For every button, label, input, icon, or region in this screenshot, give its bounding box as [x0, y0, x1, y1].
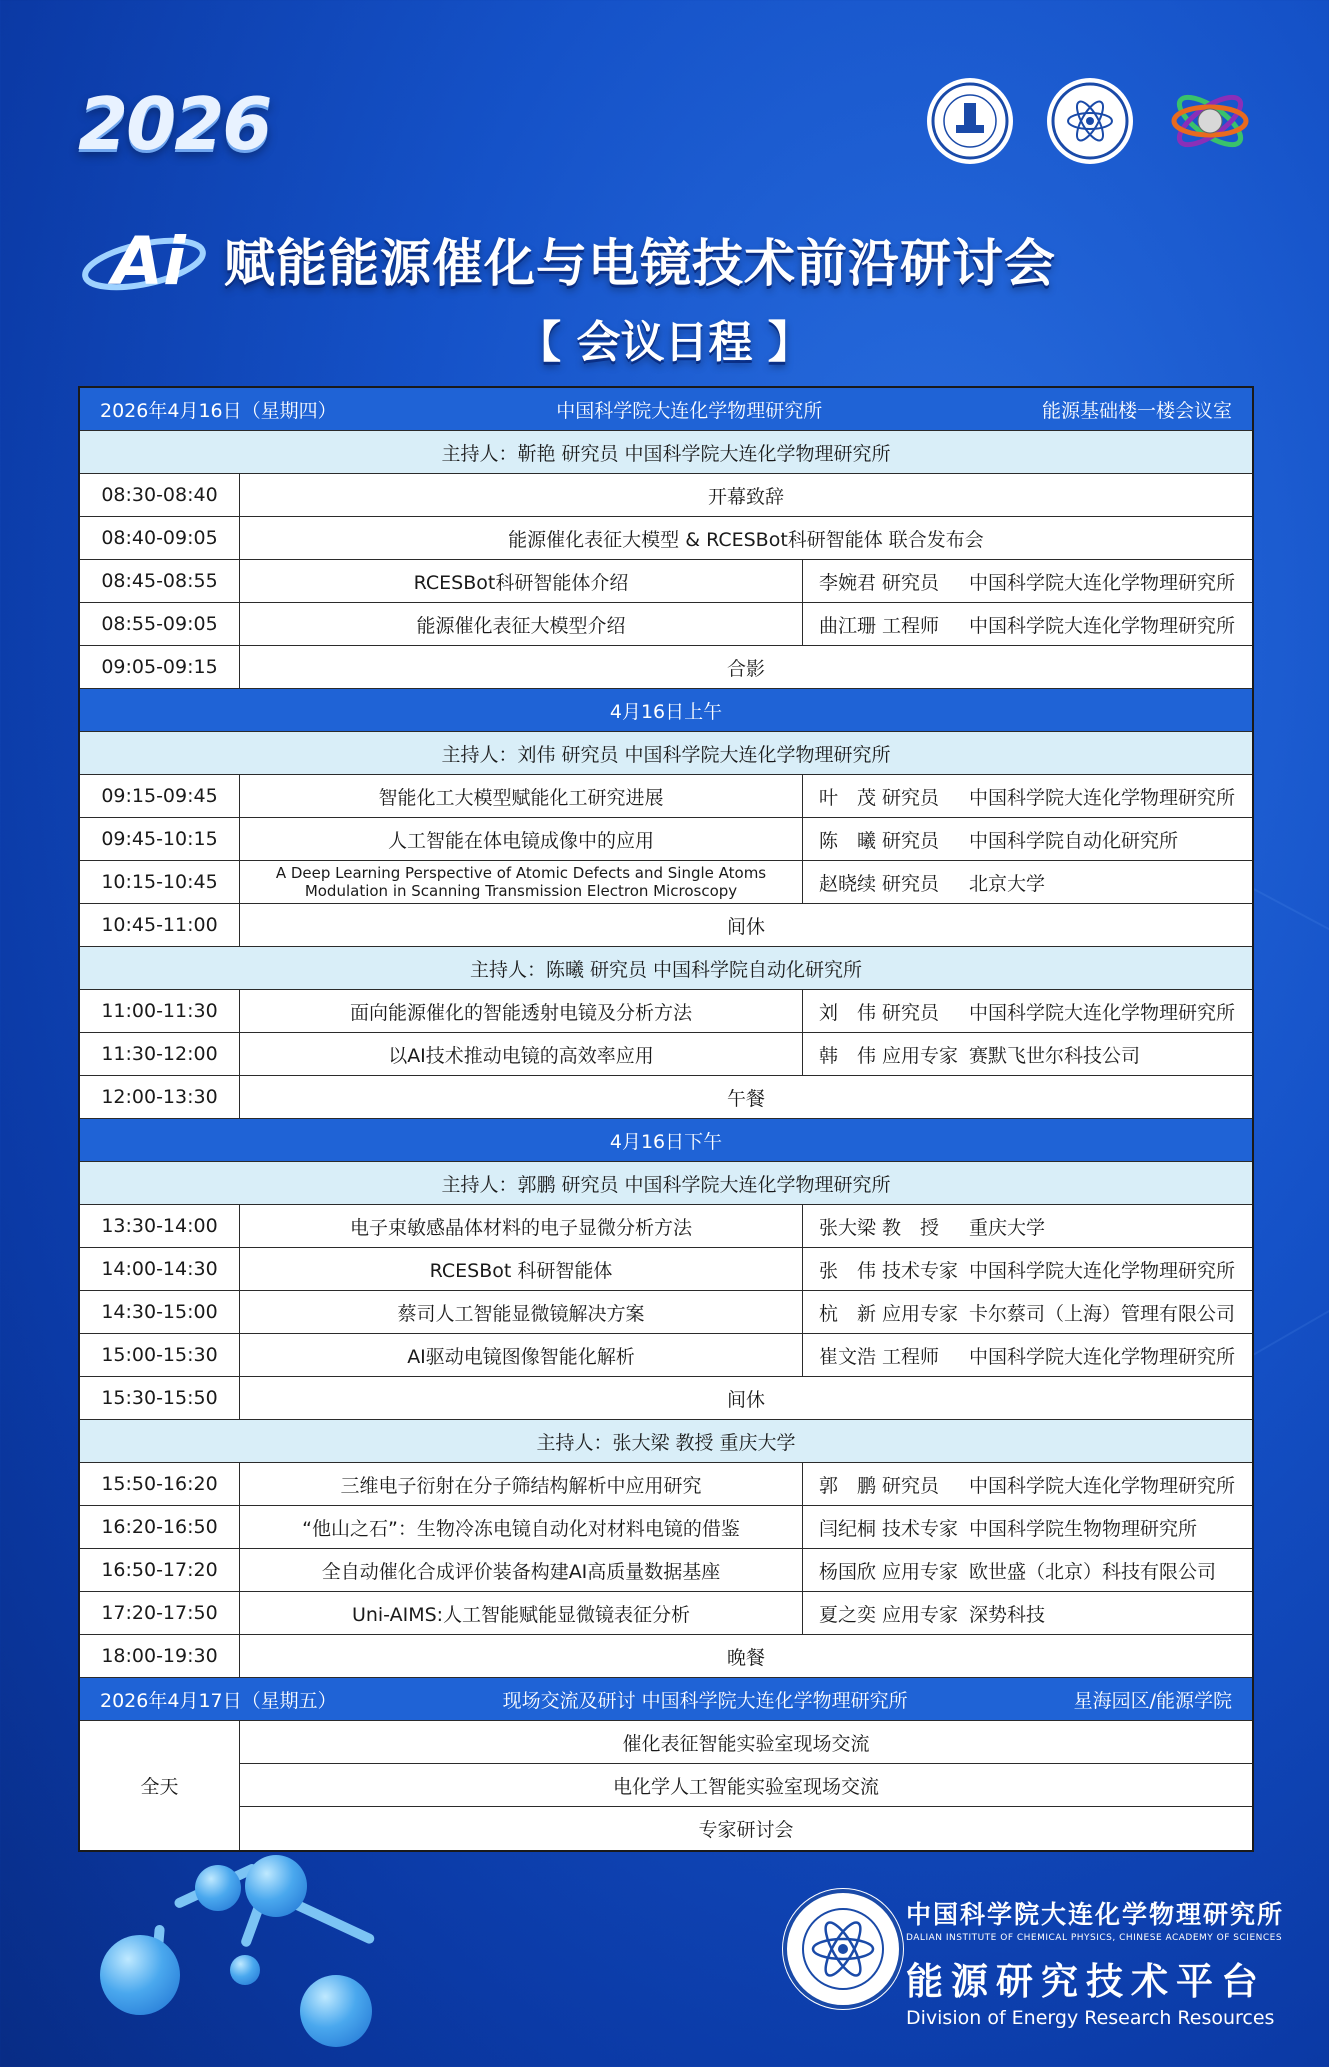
- day-venue: 中国科学院大连化学物理研究所: [556, 399, 823, 422]
- speaker-affiliation: 欧世盛（北京）科技有限公司: [969, 1560, 1217, 1583]
- time-cell: 11:00-11:30: [80, 990, 240, 1032]
- topic-cell: Uni-AIMS:人工智能赋能显微镜表征分析: [240, 1592, 803, 1634]
- table-row: [80, 1463, 1252, 1506]
- speaker-cell: [803, 1463, 1252, 1505]
- day-room: 星海园区/能源学院: [1073, 1689, 1232, 1712]
- speaker-name: 赵晓续 研究员: [819, 872, 940, 895]
- table-row: [80, 474, 1252, 517]
- table-row: [80, 560, 1252, 603]
- topic-cell: 面向能源催化的智能透射电镜及分析方法: [240, 990, 803, 1032]
- day-header: [80, 388, 1252, 431]
- speaker-cell: [803, 861, 1252, 903]
- time-cell: 17:20-17:50: [80, 1592, 240, 1634]
- speaker-name: 夏之奕 应用专家: [819, 1603, 959, 1626]
- time-cell: 08:40-09:05: [80, 517, 240, 559]
- activity-item: 电化学人工智能实验室现场交流: [240, 1764, 1252, 1807]
- event-year: 2026: [78, 82, 271, 166]
- speaker-cell: [803, 1549, 1252, 1591]
- session-header: [80, 1119, 1252, 1162]
- all-day-block: [80, 1721, 1252, 1850]
- speaker-name: 杭 新 应用专家: [819, 1302, 959, 1325]
- molecule-sphere: [195, 1865, 241, 1911]
- speaker-name: 韩 伟 应用专家: [819, 1044, 959, 1067]
- day-date: 2026年4月16日（星期四）: [100, 399, 337, 422]
- org-name-en: DALIAN INSTITUTE OF CHEMICAL PHYSICS, CHINESE ACADEMY OF SCIENCES: [906, 1933, 1283, 1943]
- atom-crystal-logo: [1167, 78, 1253, 164]
- page-title: 赋能能源催化与电镜技术前沿研讨会: [224, 235, 1057, 294]
- table-row: [80, 1291, 1252, 1334]
- speaker-name: 李婉君 研究员: [819, 571, 940, 594]
- host-label: 主持人：陈曦 研究员 中国科学院自动化研究所: [469, 958, 863, 981]
- time-cell: 14:00-14:30: [80, 1248, 240, 1290]
- time-cell: 09:45-10:15: [80, 818, 240, 860]
- host-label: 主持人：郭鹏 研究员 中国科学院大连化学物理研究所: [441, 1173, 891, 1196]
- topic-cell: 蔡司人工智能显微镜解决方案: [240, 1291, 803, 1333]
- table-row: [80, 603, 1252, 646]
- topic-cell: 三维电子衍射在分子筛结构解析中应用研究: [240, 1463, 803, 1505]
- topic-cell: 能源催化表征大模型 & RCESBot科研智能体 联合发布会: [508, 528, 984, 551]
- topic-cell: 以AI技术推动电镜的高效率应用: [240, 1033, 803, 1075]
- table-row: [80, 646, 1252, 689]
- atom-seal-icon: [782, 1888, 904, 2010]
- time-cell: 14:30-15:00: [80, 1291, 240, 1333]
- speaker-cell: [803, 603, 1252, 645]
- molecule-sphere: [300, 1975, 372, 2047]
- time-cell: 08:55-09:05: [80, 603, 240, 645]
- speaker-affiliation: 中国科学院大连化学物理研究所: [969, 786, 1236, 809]
- host-row: [80, 947, 1252, 990]
- table-row: [80, 1076, 1252, 1119]
- speaker-cell: [803, 818, 1252, 860]
- microscopy-emblem-icon: [930, 81, 1010, 161]
- time-cell: 15:50-16:20: [80, 1463, 240, 1505]
- speaker-affiliation: 卡尔蔡司（上海）管理有限公司: [969, 1302, 1236, 1325]
- topic-cell: [240, 861, 803, 903]
- footer-org: [906, 1895, 1284, 2029]
- speaker-cell: [803, 1592, 1252, 1634]
- speaker-name: 叶 茂 研究员: [819, 786, 940, 809]
- speaker-cell: [803, 775, 1252, 817]
- day-venue: 现场交流及研讨 中国科学院大连化学物理研究所: [502, 1689, 908, 1712]
- speaker-name: 陈 曦 研究员: [819, 829, 940, 852]
- time-cell: 08:30-08:40: [80, 474, 240, 516]
- time-cell: 15:00-15:30: [80, 1334, 240, 1376]
- host-label: 主持人：刘伟 研究员 中国科学院大连化学物理研究所: [441, 743, 891, 766]
- table-row: [80, 818, 1252, 861]
- speaker-affiliation: 深势科技: [969, 1603, 1046, 1626]
- platform-name-en: Division of Energy Research Resources: [906, 2007, 1275, 2029]
- topic-cell: 能源催化表征大模型介绍: [240, 603, 803, 645]
- time-cell: 15:30-15:50: [80, 1377, 240, 1419]
- table-row: [80, 1549, 1252, 1592]
- speaker-affiliation: 中国科学院大连化学物理研究所: [969, 1259, 1236, 1282]
- molecule-sphere: [230, 1955, 260, 1985]
- topic-line: A Deep Learning Perspective of Atomic Defects and Single Atoms: [275, 864, 767, 882]
- host-row: [80, 1162, 1252, 1205]
- host-label: 主持人：靳艳 研究员 中国科学院大连化学物理研究所: [441, 442, 891, 465]
- speaker-name: 张 伟 技术专家: [819, 1259, 959, 1282]
- day-date: 2026年4月17日（星期五）: [100, 1689, 337, 1712]
- time-cell: 10:15-10:45: [80, 861, 240, 903]
- topic-line: Modulation in Scanning Transmission Electron Microscopy: [304, 882, 738, 900]
- time-cell: 全天: [80, 1721, 240, 1850]
- page-subtitle: 【 会议日程 】: [517, 317, 812, 368]
- header-logos: [927, 78, 1253, 164]
- speaker-name: 刘 伟 研究员: [819, 1001, 940, 1024]
- table-row: [80, 1248, 1252, 1291]
- table-row: [80, 861, 1252, 904]
- host-row: [80, 732, 1252, 775]
- activity-item: 专家研讨会: [698, 1819, 794, 1841]
- speaker-cell: [803, 1291, 1252, 1333]
- speaker-name: 崔文浩 工程师: [819, 1345, 940, 1368]
- speaker-affiliation: 中国科学院大连化学物理研究所: [969, 1474, 1236, 1497]
- host-row: [80, 431, 1252, 474]
- speaker-name: 郭 鹏 研究员: [819, 1474, 940, 1497]
- time-cell: 11:30-12:00: [80, 1033, 240, 1075]
- time-cell: 08:45-08:55: [80, 560, 240, 602]
- topic-cell: 开幕致辞: [707, 485, 784, 508]
- ai-swoosh-icon: [78, 218, 218, 300]
- topic-cell: 合影: [726, 657, 765, 680]
- host-row: [80, 1420, 1252, 1463]
- topic-cell: 间休: [726, 915, 765, 938]
- table-row: [80, 1635, 1252, 1678]
- microscopy-society-logo: [927, 78, 1013, 164]
- table-row: [80, 990, 1252, 1033]
- topic-cell: 午餐: [726, 1087, 765, 1110]
- day-room: 能源基础楼一楼会议室: [1041, 399, 1232, 422]
- table-row: [80, 1377, 1252, 1420]
- host-label: 主持人：张大梁 教授 重庆大学: [536, 1431, 796, 1454]
- speaker-affiliation: 中国科学院生物物理研究所: [969, 1517, 1198, 1540]
- speaker-name: 曲江珊 工程师: [819, 614, 940, 637]
- speaker-cell: [803, 560, 1252, 602]
- table-row: [80, 517, 1252, 560]
- dicp-logo: [1047, 78, 1133, 164]
- day-header: [80, 1678, 1252, 1721]
- schedule-table: [78, 386, 1254, 1852]
- table-row: [80, 904, 1252, 947]
- session-label: 4月16日上午: [609, 700, 723, 723]
- crystal-atom-icon: [1170, 81, 1250, 161]
- topic-cell: AI驱动电镜图像智能化解析: [240, 1334, 803, 1376]
- topic-cell: 电子束敏感晶体材料的电子显微分析方法: [240, 1205, 803, 1247]
- title-row: [78, 218, 1056, 300]
- molecule-sphere: [245, 1855, 307, 1917]
- atom-emblem-icon: [1050, 81, 1130, 161]
- time-cell: 13:30-14:00: [80, 1205, 240, 1247]
- speaker-cell: [803, 1205, 1252, 1247]
- speaker-name: 张大梁 教 授: [819, 1216, 940, 1239]
- table-row: [80, 1334, 1252, 1377]
- speaker-affiliation: 中国科学院大连化学物理研究所: [969, 571, 1236, 594]
- time-cell: 18:00-19:30: [80, 1635, 240, 1677]
- topic-cell: “他山之石”：生物冷冻电镜自动化对材料电镜的借鉴: [240, 1506, 803, 1548]
- session-header: [80, 689, 1252, 732]
- time-cell: 09:15-09:45: [80, 775, 240, 817]
- speaker-affiliation: 重庆大学: [969, 1216, 1046, 1239]
- topic-cell: 全自动催化合成评价装备构建AI高质量数据基座: [240, 1549, 803, 1591]
- ai-badge-text: Ai: [112, 223, 186, 300]
- time-cell: 10:45-11:00: [80, 904, 240, 946]
- all-day-items: [240, 1721, 1252, 1850]
- table-row: [80, 775, 1252, 818]
- speaker-affiliation: 中国科学院大连化学物理研究所: [969, 1001, 1236, 1024]
- activity-item: 催化表征智能实验室现场交流: [240, 1721, 1252, 1764]
- topic-cell: RCESBot科研智能体介绍: [240, 560, 803, 602]
- org-name-cn: 中国科学院大连化学物理研究所: [906, 1900, 1285, 1929]
- molecule-sphere: [100, 1935, 180, 2015]
- topic-cell: 间休: [726, 1388, 765, 1411]
- speaker-affiliation: 中国科学院大连化学物理研究所: [969, 1345, 1236, 1368]
- table-row: [80, 1205, 1252, 1248]
- speaker-name: 闫纪桐 技术专家: [819, 1517, 959, 1540]
- speaker-cell: [803, 1248, 1252, 1290]
- speaker-cell: [803, 1506, 1252, 1548]
- table-row: [80, 1592, 1252, 1635]
- topic-cell: 晚餐: [726, 1646, 765, 1669]
- table-row: [80, 1506, 1252, 1549]
- session-label: 4月16日下午: [609, 1130, 723, 1153]
- time-cell: 09:05-09:15: [80, 646, 240, 688]
- speaker-affiliation: 中国科学院大连化学物理研究所: [969, 614, 1236, 637]
- topic-cell: RCESBot 科研智能体: [240, 1248, 803, 1290]
- table-row: [80, 1033, 1252, 1076]
- speaker-affiliation: 北京大学: [969, 872, 1046, 895]
- speaker-cell: [803, 990, 1252, 1032]
- dicp-footer-logo: [782, 1888, 904, 2010]
- platform-name-cn: 能源研究技术平台: [906, 1960, 1266, 2003]
- speaker-affiliation: 中国科学院自动化研究所: [969, 829, 1179, 852]
- time-cell: 16:20-16:50: [80, 1506, 240, 1548]
- speaker-name: 杨国欣 应用专家: [819, 1560, 959, 1583]
- speaker-affiliation: 赛默飞世尔科技公司: [969, 1044, 1141, 1067]
- topic-cell: 智能化工大模型赋能化工研究进展: [240, 775, 803, 817]
- speaker-cell: [803, 1033, 1252, 1075]
- topic-cell: 人工智能在体电镜成像中的应用: [240, 818, 803, 860]
- time-cell: 12:00-13:30: [80, 1076, 240, 1118]
- time-cell: 16:50-17:20: [80, 1549, 240, 1591]
- ai-badge: [78, 218, 218, 300]
- speaker-cell: [803, 1334, 1252, 1376]
